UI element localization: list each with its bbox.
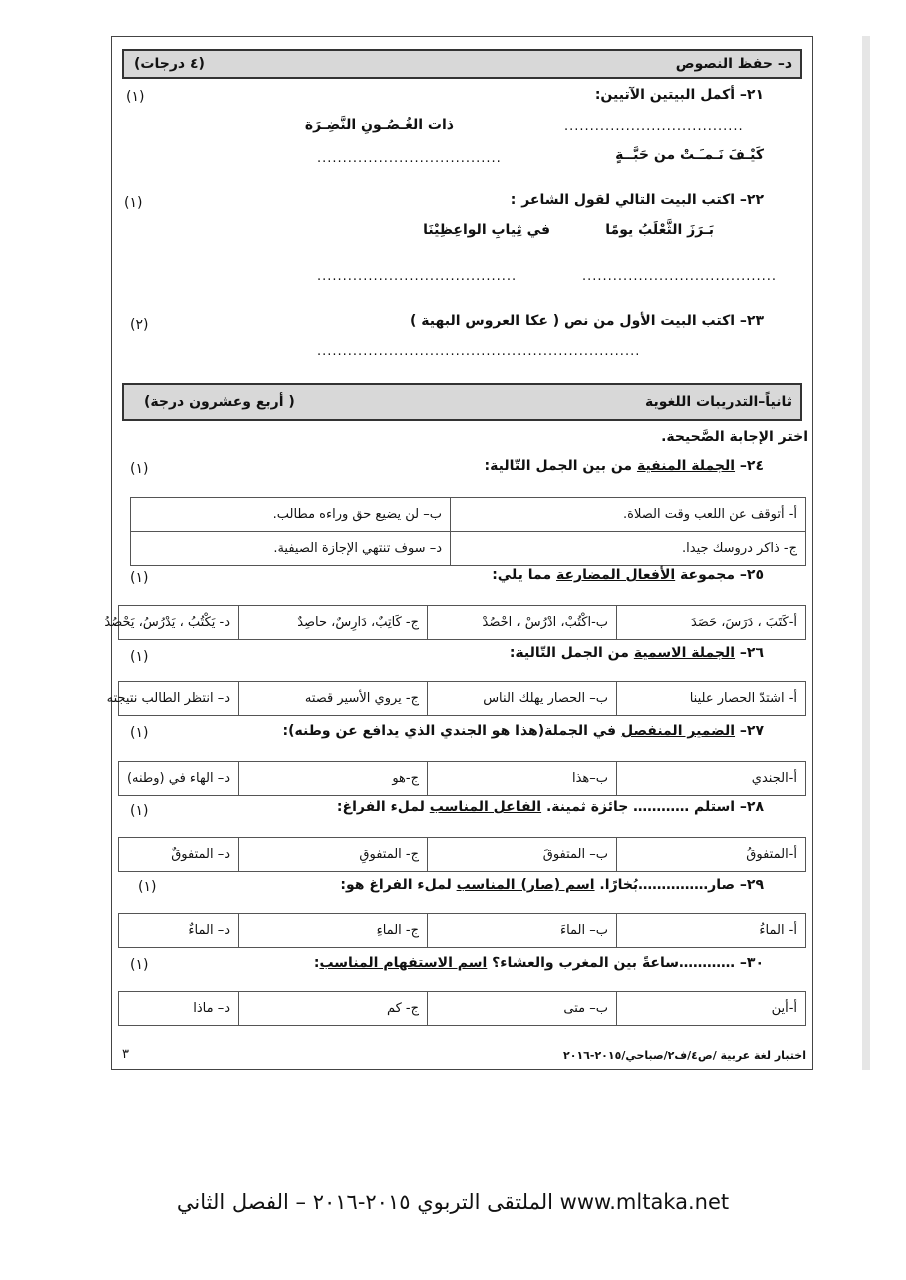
q28-option-a[interactable]: أ-المتفوقُ [617,838,806,872]
q24-mark: (١) [130,461,149,477]
q30-option-b[interactable]: ب– متى [428,992,617,1026]
q28-option-d[interactable]: د– المتفوقٌ [119,838,239,872]
q26-mark: (١) [130,649,149,665]
q28-number: ٢٨– [739,799,764,815]
q26-key-phrase: الجملة الاسمية [633,645,736,661]
q21-mark: (١) [126,89,145,105]
q25-option-d[interactable]: د- يَكْتُبُ ، يَدْرُسُ، يَحْصُدُ [119,606,239,640]
q27-post: في الجملة(هذا هو الجندي الذي يدافع عن وطنه): [282,723,621,739]
q26-option-d[interactable]: د– انتظر الطالب نتيجته [119,682,239,716]
q24-option-c[interactable]: ج- ذاكر دروسك جيدا. [451,532,806,566]
q26-option-c[interactable]: ج- يروي الأسير قصته [239,682,428,716]
q27-mark: (١) [130,725,149,741]
q30-key-phrase: اسم الاستفهام المناسب [319,955,488,971]
table-row [131,532,806,566]
q21-verse-1: ذات الغُـصُـونِ النَّضِـرَة [304,117,454,133]
section-d-header [122,49,802,79]
section-d-marks: (٤ درجات) [134,56,205,72]
q22-mark: (١) [124,195,143,211]
q26-option-a[interactable]: أ- اشتدّ الحصار علينا [617,682,806,716]
q25-number: ٢٥– [739,567,764,583]
q29-pre: صار……………بُخارًا. [594,877,736,893]
q28-option-c[interactable]: ج- المتفوقِ [239,838,428,872]
q25-mark: (١) [130,570,149,586]
q29-option-b[interactable]: ب– الماءَ [428,914,617,948]
q24-option-d[interactable]: د– سوف تنتهي الإجازة الصيفية. [131,532,451,566]
q22-blank-left: ....................................... [317,269,518,284]
q21-verse-2: كَيْـفَ نَـمـَـتْ من حَبَّــةٍ [615,147,764,163]
q24-post: من بين الجمل التّالية: [484,458,637,474]
section-two-title: ثانياً–التدريبات اللغوية [644,394,792,410]
q25-option-a[interactable]: أ-كَتَبَ ، دَرَسَ، حَصَدَ [617,606,806,640]
q22-verse-left: في ثِيابِ الواعِظِيْنَا [423,222,550,238]
q30-options [118,991,806,1026]
exam-page [104,36,813,1070]
q30-post: : [313,955,320,971]
q25-option-b[interactable]: ب-اكْتُبْ، ادْرُسْ ، احْصُدْ [428,606,617,640]
q29-question [340,877,764,893]
q26-options [106,681,806,716]
q28-key-phrase: الفاعل المناسب [429,799,542,815]
q29-option-c[interactable]: ج- الماءِ [239,914,428,948]
table-row [119,682,806,716]
q26-question [510,645,764,661]
q28-option-b[interactable]: ب– المتفوقَ [428,838,617,872]
q25-options [104,605,806,640]
q24-question [485,458,764,474]
q29-number: ٢٩– [739,877,764,893]
q27-option-b[interactable]: ب–هذا [428,762,617,796]
q29-post: لملء الفراغ هو: [340,877,457,893]
table-row [119,762,806,796]
table-row [119,838,806,872]
q28-question [337,799,764,815]
q26-post: من الجمل التّالية: [509,645,634,661]
q30-option-a[interactable]: أ-أين [617,992,806,1026]
q27-number: ٢٧– [739,723,764,739]
q30-option-c[interactable]: ج- كم [239,992,428,1026]
q21-blank-2: .................................... [317,151,502,166]
q24-key-phrase: الجملة المنفية [636,458,736,474]
q30-question [314,955,764,971]
q23-mark: (٢) [130,317,149,333]
q28-post: لملء الفراغ: [336,799,430,815]
q24-options [130,497,806,566]
q29-key-phrase: اسم (صار) المناسب [456,877,595,893]
q30-mark: (١) [130,957,149,973]
q28-options [118,837,806,872]
q30-number: ٣٠– [739,955,764,971]
q25-post: مما يلي: [492,567,556,583]
q21-text: ٢١– أكمل البيتين الآتيين: [594,87,764,103]
section-two-marks: ( أربع وعشرون درجة) [144,394,295,410]
q24-option-a[interactable]: أ- أتوقف عن اللعب وقت الصلاة. [451,498,806,532]
q27-key-phrase: الضمير المنفصل [620,723,736,739]
q21-blank-1: ................................... [564,119,744,134]
q22-text: ٢٢– اكتب البيت التالي لقول الشاعر : [510,192,764,208]
q25-key-phrase: الأفعال المضارعة [555,567,676,583]
q29-options [118,913,806,948]
q25-pre: مجموعة [675,567,736,583]
table-row [119,992,806,1026]
section-two-header [122,383,802,421]
q28-mark: (١) [130,803,149,819]
q29-option-a[interactable]: أ- الماءُ [617,914,806,948]
table-row [131,498,806,532]
q28-pre: استلم ………… جائزة ثمينة. [541,799,736,815]
scan-edge-strip [862,36,870,1070]
q27-options [118,761,806,796]
q30-option-d[interactable]: د– ماذا [119,992,239,1026]
q24-number: ٢٤– [739,458,764,474]
page-number: ٣ [122,1047,129,1062]
q22-blank-right: ...................................... [582,269,778,284]
q29-mark: (١) [138,879,157,895]
q24-option-b[interactable]: ب– لن يضيع حق وراءه مطالب. [131,498,451,532]
instruction-text: اختر الإجابة الصَّحيحة. [661,429,808,445]
q30-pre: …………ساعةً بين المغرب والعشاء؟ [487,955,736,971]
site-footer: الملتقى التربوي ٢٠١٥-٢٠١٦ – الفصل الثاني www.mltaka.net [176,1190,730,1214]
q26-number: ٢٦– [739,645,764,661]
q22-verse-right: بَـرَزَ الثَّعْلَبُ يومًا [605,222,714,238]
table-row [119,606,806,640]
q26-option-b[interactable]: ب– الحصار يهلك الناس [428,682,617,716]
q27-option-a[interactable]: أ-الجندي [617,762,806,796]
q27-question [283,723,764,739]
q27-option-c[interactable]: ج-هو [239,762,428,796]
q27-option-d[interactable]: د– الهاء في (وطنه) [119,762,239,796]
table-row [119,914,806,948]
q25-question [492,567,764,583]
q29-option-d[interactable]: د– الماءٌ [119,914,239,948]
q25-option-c[interactable]: ج- كَاتِبٌ، دَارِسٌ، حاصِدٌ [239,606,428,640]
q23-text: ٢٣– اكتب البيت الأول من نص ( عكا العروس البهية ) [410,313,764,329]
q23-blank: ............................................................... [317,344,641,359]
page-footer-exam-info: اختبار لغة عربية /ص٤/ف٢/صباحي/٢٠١٥-٢٠١٦ [563,1049,806,1062]
section-d-title: د– حفظ النصوص [675,56,792,72]
